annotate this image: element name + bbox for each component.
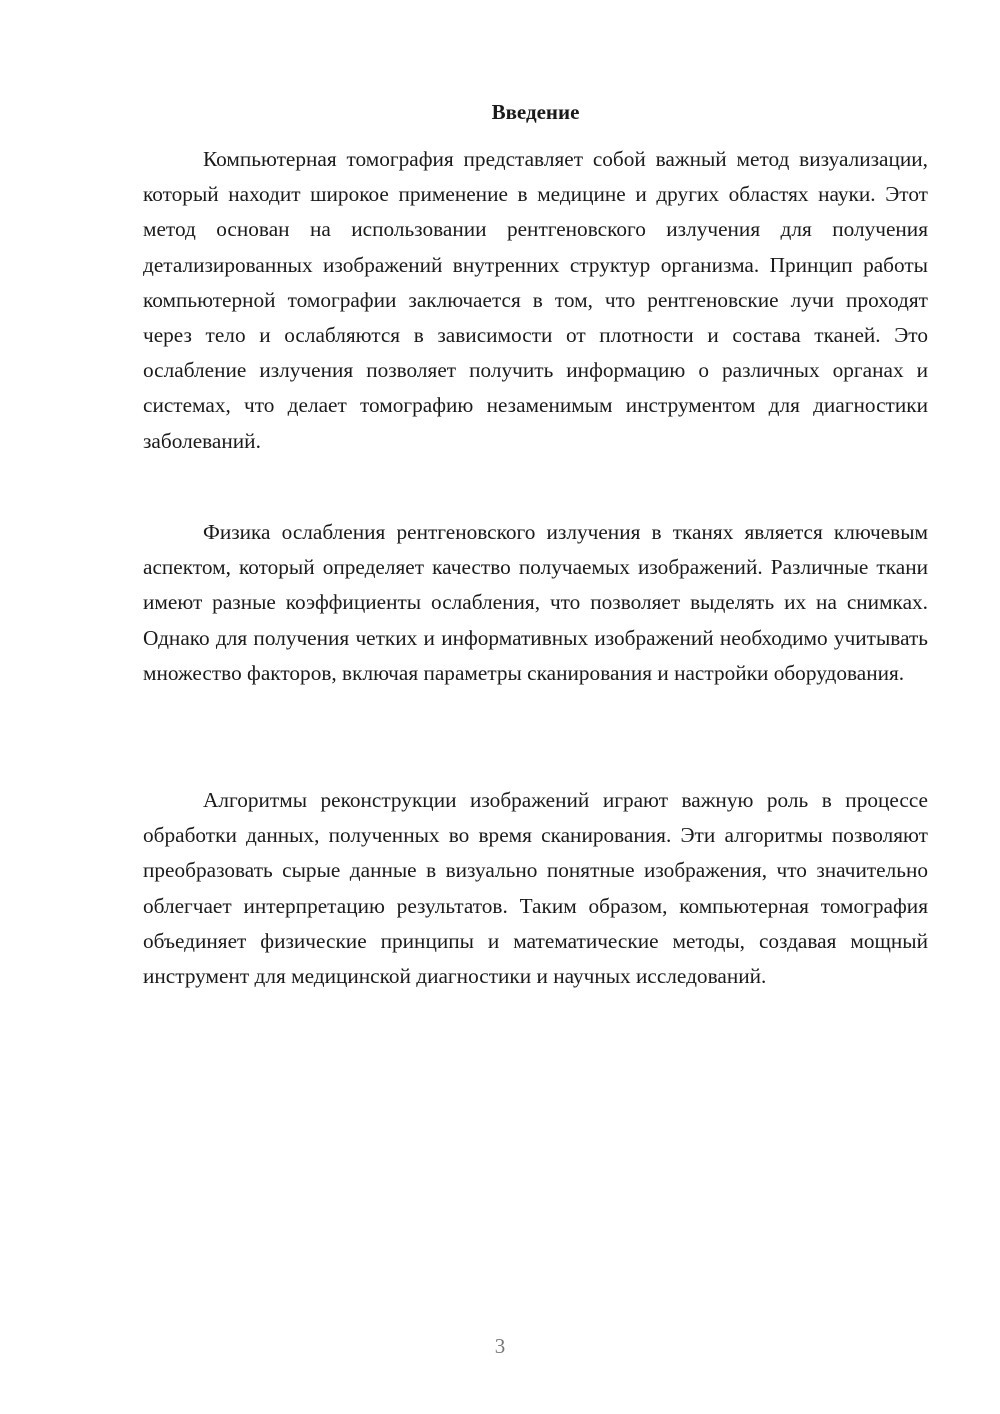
- paragraph-2: Физика ослабления рентгеновского излучения в тканях является ключевым аспектом, который определяет качество получаемых изображений. Различные ткани имеют разные коэффициенты ослабления, что позволяет выделять их на снимках. Однако для получения четких и информативных изображений необходимо учитывать множество факторов, включая параметры сканирования и настройки оборудования.: [143, 520, 928, 685]
- page-number: 3: [494, 1334, 506, 1358]
- paragraph-1: Компьютерная томография представляет собой важный метод визуализации, который находит широкое применение в медицине и других областях науки. Этот метод основан на использовании рентгеновского излучения для получения детализированных изображений внутренних структур организма. Принцип работы компьютерной томографии заключается в том, что рентгеновские лучи проходят через тело и ослабляются в зависимости от плотности и состава тканей. Это ослабление излучения позволяет получить информацию о различных органах и системах, что делает томографию незаменимым инструментом для диагностики заболеваний.: [143, 147, 928, 453]
- paragraph-3: Алгоритмы реконструкции изображений играют важную роль в процессе обработки данных, полученных во время сканирования. Эти алгоритмы позволяют преобразовать сырые данные в визуально понятные изображения, что значительно облегчает интерпретацию результатов. Таким образом, компьютерная томография объединяет физические принципы и математические методы, создавая мощный инструмент для медицинской диагностики и научных исследований.: [143, 788, 928, 989]
- section-heading: Введение: [491, 100, 580, 124]
